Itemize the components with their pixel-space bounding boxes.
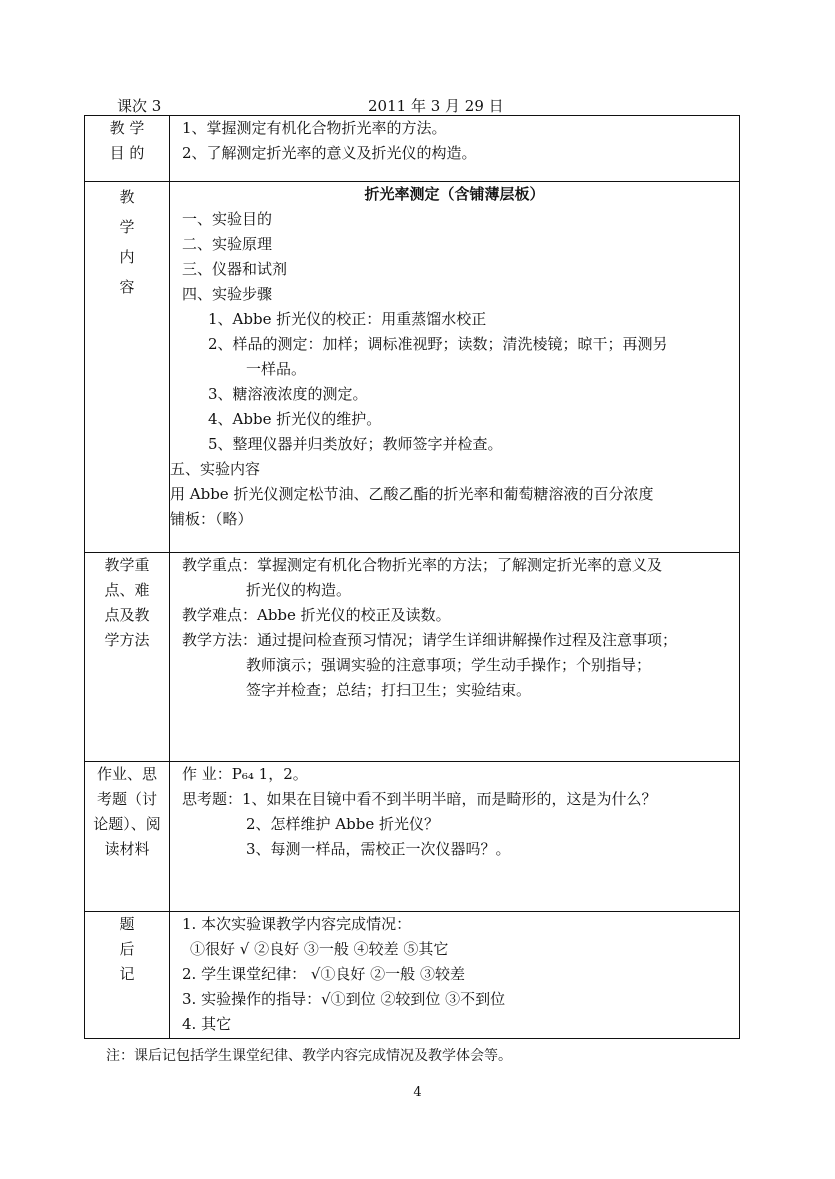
label-line: 读材料	[104, 840, 150, 858]
label-line: 学	[119, 218, 135, 236]
label-line: 记	[119, 965, 135, 983]
page-header	[0, 95, 835, 115]
keypoint-item: 折光仪的构造。	[246, 581, 352, 599]
label-line: 容	[119, 278, 135, 296]
content-item: 二、实验原理	[182, 235, 273, 253]
homework-item: 思考题：1、如果在目镜中看不到半明半暗，而是畸形的，这是为什么？	[182, 790, 657, 808]
objectives-label	[85, 116, 170, 182]
content-item: 5、整理仪器并归类放好；教师签字并检查。	[208, 435, 503, 453]
label-line: 教 学	[109, 119, 145, 137]
objectives-row	[85, 116, 740, 182]
homework-content	[170, 762, 740, 912]
label-line: 论题）、阅	[93, 815, 161, 833]
objective-item: 2、了解测定折光率的意义及折光仪的构造。	[182, 144, 477, 162]
homework-item: 作 业：P₆₄ 1，2。	[182, 765, 308, 783]
label-line: 点及教	[104, 606, 150, 624]
content-item: 2、样品的测定：加样；调标准视野；读数；清洗棱镜；晾干；再测另	[208, 335, 668, 353]
content-row	[85, 182, 740, 553]
homework-label	[85, 762, 170, 912]
objective-item: 1、掌握测定有机化合物折光率的方法。	[182, 119, 447, 137]
label-line: 题	[119, 915, 135, 933]
content-item: 4、Abbe 折光仪的维护。	[208, 410, 382, 428]
content-item: 一、实验目的	[182, 210, 273, 228]
content-label	[85, 182, 170, 553]
keypoint-item: 签字并检查；总结；打扫卫生；实验结束。	[246, 681, 532, 699]
afterword-item: 4. 其它	[182, 1015, 232, 1033]
content-item: 铺板：（略）	[170, 510, 253, 528]
keypoints-row	[85, 553, 740, 762]
afterword-content	[170, 912, 740, 1039]
keypoint-item: 教学难点：Abbe 折光仪的校正及读数。	[182, 606, 451, 624]
label-line: 教学重	[104, 556, 150, 574]
content-item: 一样品。	[246, 360, 307, 378]
page-number: 4	[413, 1085, 422, 1100]
keypoints-content	[170, 553, 740, 762]
label-line: 内	[119, 248, 135, 266]
afterword-item: 2. 学生课堂纪律： √①良好 ②一般 ③较差	[182, 965, 465, 983]
afterword-label	[85, 912, 170, 1039]
content-item: 1、Abbe 折光仪的校正：用重蒸馏水校正	[208, 310, 487, 328]
keypoint-item: 教学方法：通过提问检查预习情况；请学生详细讲解操作过程及注意事项；	[182, 631, 678, 649]
content-item: 3、糖溶液浓度的测定。	[208, 385, 368, 403]
content-item: 五、实验内容	[170, 460, 261, 478]
label-line: 教	[119, 188, 135, 206]
content-item: 三、仪器和试剂	[182, 260, 288, 278]
afterword-row	[85, 912, 740, 1039]
label-line: 作业、思	[96, 765, 157, 783]
afterword-rating: ①很好 √ ②良好 ③一般 ④较差 ⑤其它	[190, 940, 449, 958]
lesson-number: 课次 3	[117, 97, 162, 115]
content-item: 用 Abbe 折光仪测定松节油、乙酸乙酯的折光率和葡萄糖溶液的百分浓度	[170, 485, 654, 503]
homework-item: 2、怎样维护 Abbe 折光仪？	[246, 815, 439, 833]
label-line: 目 的	[109, 144, 145, 162]
afterword-item: 3. 实验操作的指导：√①到位 ②较到位 ③不到位	[182, 990, 506, 1008]
keypoint-item: 教学重点：掌握测定有机化合物折光率的方法；了解测定折光率的意义及	[182, 556, 663, 574]
content-item: 四、实验步骤	[182, 285, 273, 303]
afterword-item: 1. 本次实验课教学内容完成情况：	[182, 915, 412, 933]
keypoints-label	[85, 553, 170, 762]
keypoint-item: 教师演示；强调实验的注意事项；学生动手操作；个别指导；	[246, 656, 652, 674]
label-line: 后	[119, 940, 135, 958]
objectives-content	[170, 116, 740, 182]
label-line: 学方法	[104, 631, 150, 649]
experiment-title: 折光率测定（含铺薄层板）	[364, 185, 545, 203]
homework-row	[85, 762, 740, 912]
label-line: 考题（讨	[96, 790, 157, 808]
content-body	[170, 182, 740, 553]
label-line: 点、难	[104, 581, 150, 599]
homework-item: 3、每测一样品，需校正一次仪器吗？。	[246, 840, 511, 858]
footnote: 注：课后记包括学生课堂纪律、教学内容完成情况及教学体会等。	[106, 1048, 512, 1064]
lesson-date: 2011 年 3 月 29 日	[368, 97, 504, 115]
lesson-plan-table	[84, 115, 740, 1039]
